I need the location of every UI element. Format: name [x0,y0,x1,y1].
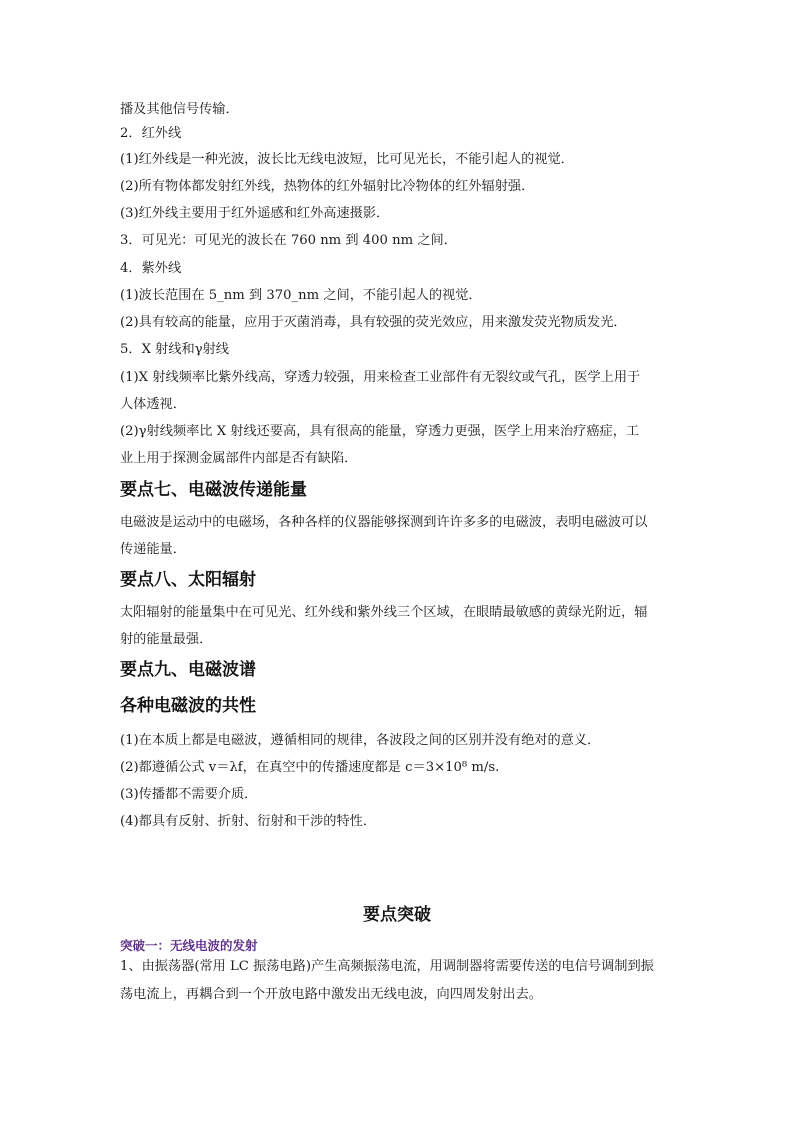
text-line: 1、由振荡器(常用 LC 振荡电路)产生高频振荡电流，用调制器将需要传送的电信号调制到振 [120,959,654,974]
text-line: 传递能量． [120,542,186,557]
text-line: 荡电流上，再耦合到一个开放电路中激发出无线电波，向四周发射出去。 [120,987,542,1002]
list-heading-xray-gamma: 5．X 射线和γ射线 [120,342,229,357]
section-heading-8: 要点八、太阳辐射 [120,570,256,590]
text-line: 业上用于探测金属部件内部是否有缺陷． [120,451,358,466]
text-line: (2)都遵循公式 v＝λf，在真空中的传播速度都是 c＝3×10⁸ m/s. [120,760,500,775]
text-line: 3．可见光：可见光的波长在 760 nm 到 400 nm 之间． [120,233,457,248]
text-line: 电磁波是运动中的电磁场，各种各样的仪器能够探测到许许多多的电磁波，表明电磁波可以 [120,515,648,530]
list-heading-ultraviolet: 4．紫外线 [120,261,182,276]
text-line: (3)传播都不需要介质． [120,787,258,802]
breakthrough-subheading-1: 突破一：无线电波的发射 [120,938,258,953]
text-line: 射的能量最强． [120,632,213,647]
text-line: (1)X 射线频率比紫外线高，穿透力较强，用来检查工业部件有无裂纹或气孔，医学上用于 [120,370,641,385]
list-heading-infrared: 2．红外线 [120,126,182,141]
text-line: (2)具有较高的能量，应用于灭菌消毒，具有较强的荧光效应，用来激发荧光物质发光． [120,315,627,330]
text-line: (1)波长范围在 5_nm 到 370_nm 之间，不能引起人的视觉． [120,288,482,303]
text-line: 太阳辐射的能量集中在可见光、红外线和紫外线三个区域，在眼睛最敏感的黄绿光附近，辐 [120,605,648,620]
text-line: 人体透视． [120,397,186,412]
section-heading-7: 要点七、电磁波传递能量 [120,480,307,500]
text-line: 播及其他信号传输． [120,102,239,117]
text-line: (1)红外线是一种光波，波长比无线电波短，比可见光长，不能引起人的视觉． [120,152,574,167]
text-line: (2)所有物体都发射红外线，热物体的红外辐射比冷物体的红外辐射强． [120,179,535,194]
text-line: (1)在本质上都是电磁波，遵循相同的规律，各波段之间的区别并没有绝对的意义． [120,733,601,748]
section-heading-9: 要点九、电磁波谱 [120,660,256,680]
text-line: (3)红外线主要用于红外遥感和红外高速摄影． [120,206,390,221]
text-line: (2)γ射线频率比 X 射线还要高，具有很高的能量，穿透力更强，医学上用来治疗癌症，工 [120,424,640,439]
breakthrough-title: 要点突破 [363,905,431,925]
subsection-heading-common: 各种电磁波的共性 [120,696,256,716]
text-line: (4)都具有反射、折射、衍射和干涉的特性． [120,814,377,829]
